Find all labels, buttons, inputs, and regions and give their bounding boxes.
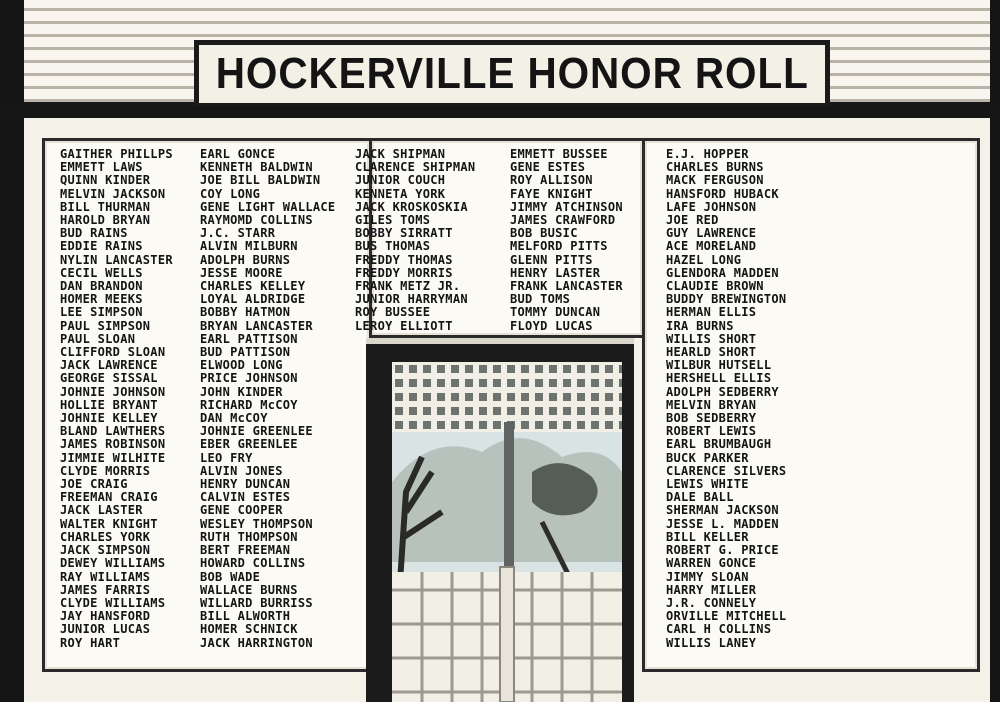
- honoree-name: EMMETT BUSSEE: [510, 147, 608, 161]
- honoree-name: BUD PATTISON: [200, 345, 291, 360]
- honoree-name: WILLIS SHORT: [666, 331, 757, 346]
- honoree-name: GENE LIGHT WALLACE: [200, 199, 336, 214]
- honoree-name: GEORGE SISSAL: [60, 371, 158, 386]
- honoree-name: BRYAN LANCASTER: [200, 318, 313, 333]
- honoree-name: BUDDY BREWINGTON: [666, 292, 787, 307]
- honoree-name: HAZEL LONG: [666, 252, 742, 267]
- honoree-name: BOBBY HATMON: [200, 305, 291, 320]
- honoree-name: JIMMY SLOAN: [666, 569, 749, 584]
- honoree-name: HERMAN ELLIS: [666, 305, 757, 320]
- honoree-name: CECIL WELLS: [60, 265, 143, 280]
- honoree-name: JOHNIE GREENLEE: [200, 424, 313, 439]
- honoree-name: JOHNIE KELLEY: [60, 411, 158, 426]
- honoree-name: HENRY LASTER: [510, 265, 601, 280]
- honoree-name: HAROLD BRYAN: [60, 213, 151, 228]
- honoree-name: LEE SIMPSON: [60, 305, 143, 320]
- honoree-name: JACK SIMPSON: [60, 543, 151, 558]
- honoree-name: DAN BRANDON: [60, 279, 143, 294]
- honoree-name: BOB SEDBERRY: [666, 411, 757, 426]
- honoree-name: TOMMY DUNCAN: [510, 305, 601, 320]
- honoree-name: JOE CRAIG: [60, 477, 128, 492]
- honoree-name: JUNIOR HARRYMAN: [355, 292, 468, 307]
- honoree-name: E.J. HOPPER: [666, 147, 749, 161]
- honoree-name: WALLACE BURNS: [200, 582, 298, 597]
- honoree-name: GLENDORA MADDEN: [666, 265, 779, 280]
- honoree-name: LEO FRY: [200, 450, 253, 465]
- honoree-name: JACK HARRINGTON: [200, 635, 313, 650]
- honoree-name: ROBERT G. PRICE: [666, 543, 779, 558]
- honoree-name: ACE MORELAND: [666, 239, 757, 254]
- honoree-name: BERT FREEMAN: [200, 543, 291, 558]
- honoree-name: RUTH THOMPSON: [200, 529, 298, 544]
- honoree-name: MELFORD PITTS: [510, 239, 608, 254]
- honoree-name: CALVIN ESTES: [200, 490, 291, 505]
- honoree-name: CLYDE WILLIAMS: [60, 595, 166, 610]
- honoree-name: FREDDY MORRIS: [355, 265, 453, 280]
- honoree-name: WILLIS LANEY: [666, 635, 757, 650]
- honoree-name: WILBUR HUTSELL: [666, 358, 772, 373]
- honoree-name: FREDDY THOMAS: [355, 252, 453, 267]
- honoree-name: JACK SHIPMAN: [355, 147, 446, 161]
- honoree-name: DEWEY WILLIAMS: [60, 556, 166, 571]
- honoree-name: LAFE JOHNSON: [666, 199, 757, 214]
- honoree-name: IRA BURNS: [666, 318, 734, 333]
- honoree-name: KENNETA YORK: [355, 186, 446, 201]
- names-column-3: [355, 148, 475, 333]
- honoree-name: HANSFORD HUBACK: [666, 186, 779, 201]
- honoree-name: SHERMAN JACKSON: [666, 503, 779, 518]
- honoree-name: ELWOOD LONG: [200, 358, 283, 373]
- honoree-name: MELVIN BRYAN: [666, 397, 757, 412]
- honoree-name: HOMER SCHNICK: [200, 622, 298, 637]
- names-column-4: [510, 148, 623, 333]
- honoree-name: EDDIE RAINS: [60, 239, 143, 254]
- honoree-name: GLENN PITTS: [510, 252, 593, 267]
- honoree-name: CHARLES BURNS: [666, 160, 764, 175]
- honoree-name: JACK LAWRENCE: [60, 358, 158, 373]
- honoree-name: JOE BILL BALDWIN: [200, 173, 321, 188]
- honoree-name: DALE BALL: [666, 490, 734, 505]
- honoree-name: CLYDE MORRIS: [60, 463, 151, 478]
- honoree-name: QUINN KINDER: [60, 173, 151, 188]
- honoree-name: JAMES FARRIS: [60, 582, 151, 597]
- honoree-name: JAMES ROBINSON: [60, 437, 166, 452]
- honoree-name: EARL GONCE: [200, 147, 276, 161]
- honoree-name: GILES TOMS: [355, 213, 431, 228]
- honoree-name: BILL THURMAN: [60, 199, 151, 214]
- honoree-name: GAITHER PHILLPS: [60, 147, 173, 161]
- honoree-name: HARRY MILLER: [666, 582, 757, 597]
- honoree-name: JOHNIE JOHNSON: [60, 384, 166, 399]
- honoree-name: CLIFFORD SLOAN: [60, 345, 166, 360]
- honoree-name: RAY WILLIAMS: [60, 569, 151, 584]
- honoree-name: ADOLPH SEDBERRY: [666, 384, 779, 399]
- honoree-name: WESLEY THOMPSON: [200, 516, 313, 531]
- honoree-name: MACK FERGUSON: [666, 173, 764, 188]
- honoree-name: GENE COOPER: [200, 503, 283, 518]
- honoree-name: JUNIOR COUCH: [355, 173, 446, 188]
- honoree-name: WILLARD BURRISS: [200, 595, 313, 610]
- honoree-name: JACK KROSKOSKIA: [355, 199, 468, 214]
- honoree-name: EBER GREENLEE: [200, 437, 298, 452]
- honoree-name: GENE ESTES: [510, 160, 586, 175]
- honoree-name: PAUL SLOAN: [60, 331, 136, 346]
- honoree-name: PAUL SIMPSON: [60, 318, 151, 333]
- honoree-name: ADOLPH BURNS: [200, 252, 291, 267]
- names-column-2: [200, 148, 335, 650]
- honoree-name: J.C. STARR: [200, 226, 276, 241]
- honoree-name: J.R. CONNELY: [666, 595, 757, 610]
- honoree-name: JAY HANSFORD: [60, 609, 151, 624]
- honoree-name: WALTER KNIGHT: [60, 516, 158, 531]
- honoree-name: CLARENCE SILVERS: [666, 463, 787, 478]
- honoree-name: BUS THOMAS: [355, 239, 431, 254]
- honoree-name: EARL BRUMBAUGH: [666, 437, 772, 452]
- honoree-name: CARL H COLLINS: [666, 622, 772, 637]
- honoree-name: MELVIN JACKSON: [60, 186, 166, 201]
- honoree-name: BOBBY SIRRATT: [355, 226, 453, 241]
- honoree-name: JESSE L. MADDEN: [666, 516, 779, 531]
- honoree-name: LEROY ELLIOTT: [355, 318, 453, 333]
- honoree-name: JESSE MOORE: [200, 265, 283, 280]
- honoree-name: ROY BUSSEE: [355, 305, 431, 320]
- honoree-name: BLAND LAWTHERS: [60, 424, 166, 439]
- honoree-name: HENRY DUNCAN: [200, 477, 291, 492]
- honoree-name: HERSHELL ELLIS: [666, 371, 772, 386]
- honoree-name: FRANK METZ JR.: [355, 279, 461, 294]
- honoree-name: JIMMIE WILHITE: [60, 450, 166, 465]
- names-column-1: [60, 148, 173, 650]
- honoree-name: JOE RED: [666, 213, 719, 228]
- honoree-name: CHARLES YORK: [60, 529, 151, 544]
- honoree-name: BOB WADE: [200, 569, 261, 584]
- honoree-name: FAYE KNIGHT: [510, 186, 593, 201]
- names-column-5: [666, 148, 786, 650]
- honoree-name: BOB BUSIC: [510, 226, 578, 241]
- honoree-name: ROY ALLISON: [510, 173, 593, 188]
- honoree-name: HOMER MEEKS: [60, 292, 143, 307]
- honoree-name: JOHN KINDER: [200, 384, 283, 399]
- sign-board: [194, 40, 830, 106]
- honoree-name: BUCK PARKER: [666, 450, 749, 465]
- honoree-name: PRICE JOHNSON: [200, 371, 298, 386]
- honoree-name: FREEMAN CRAIG: [60, 490, 158, 505]
- honoree-name: CLAUDIE BROWN: [666, 279, 764, 294]
- honoree-name: LEWIS WHITE: [666, 477, 749, 492]
- honoree-name: LOYAL ALDRIDGE: [200, 292, 306, 307]
- honoree-name: ROBERT LEWIS: [666, 424, 757, 439]
- honoree-name: COY LONG: [200, 186, 261, 201]
- honoree-name: HOWARD COLLINS: [200, 556, 306, 571]
- doorway-scene: [392, 362, 622, 702]
- honoree-name: ROY HART: [60, 635, 121, 650]
- honoree-name: KENNETH BALDWIN: [200, 160, 313, 175]
- honoree-name: EMMETT LAWS: [60, 160, 143, 175]
- honoree-name: CHARLES KELLEY: [200, 279, 306, 294]
- honoree-name: WARREN GONCE: [666, 556, 757, 571]
- honoree-name: FRANK LANCASTER: [510, 279, 623, 294]
- honoree-name: HOLLIE BRYANT: [60, 397, 158, 412]
- honoree-name: BUD RAINS: [60, 226, 128, 241]
- honoree-name: ORVILLE MITCHELL: [666, 609, 787, 624]
- doorway-view: [392, 362, 622, 702]
- honoree-name: EARL PATTISON: [200, 331, 298, 346]
- honoree-name: CLARENCE SHIPMAN: [355, 160, 476, 175]
- honoree-name: RICHARD McCOY: [200, 397, 298, 412]
- honoree-name: ALVIN MILBURN: [200, 239, 298, 254]
- honoree-name: JACK LASTER: [60, 503, 143, 518]
- honoree-name: DAN McCOY: [200, 411, 268, 426]
- honoree-name: GUY LAWRENCE: [666, 226, 757, 241]
- honoree-name: BUD TOMS: [510, 292, 571, 307]
- honoree-name: NYLIN LANCASTER: [60, 252, 173, 267]
- honoree-name: RAYMOMD COLLINS: [200, 213, 313, 228]
- honoree-name: HEARLD SHORT: [666, 345, 757, 360]
- honoree-name: BILL KELLER: [666, 529, 749, 544]
- honoree-name: FLOYD LUCAS: [510, 318, 593, 333]
- honoree-name: JUNIOR LUCAS: [60, 622, 151, 637]
- honoree-name: BILL ALWORTH: [200, 609, 291, 624]
- honoree-name: ALVIN JONES: [200, 463, 283, 478]
- honoree-name: JAMES CRAWFORD: [510, 213, 616, 228]
- honoree-name: JIMMY ATCHINSON: [510, 199, 623, 214]
- sign-title: HOCKERVILLE HONOR ROLL: [215, 49, 809, 98]
